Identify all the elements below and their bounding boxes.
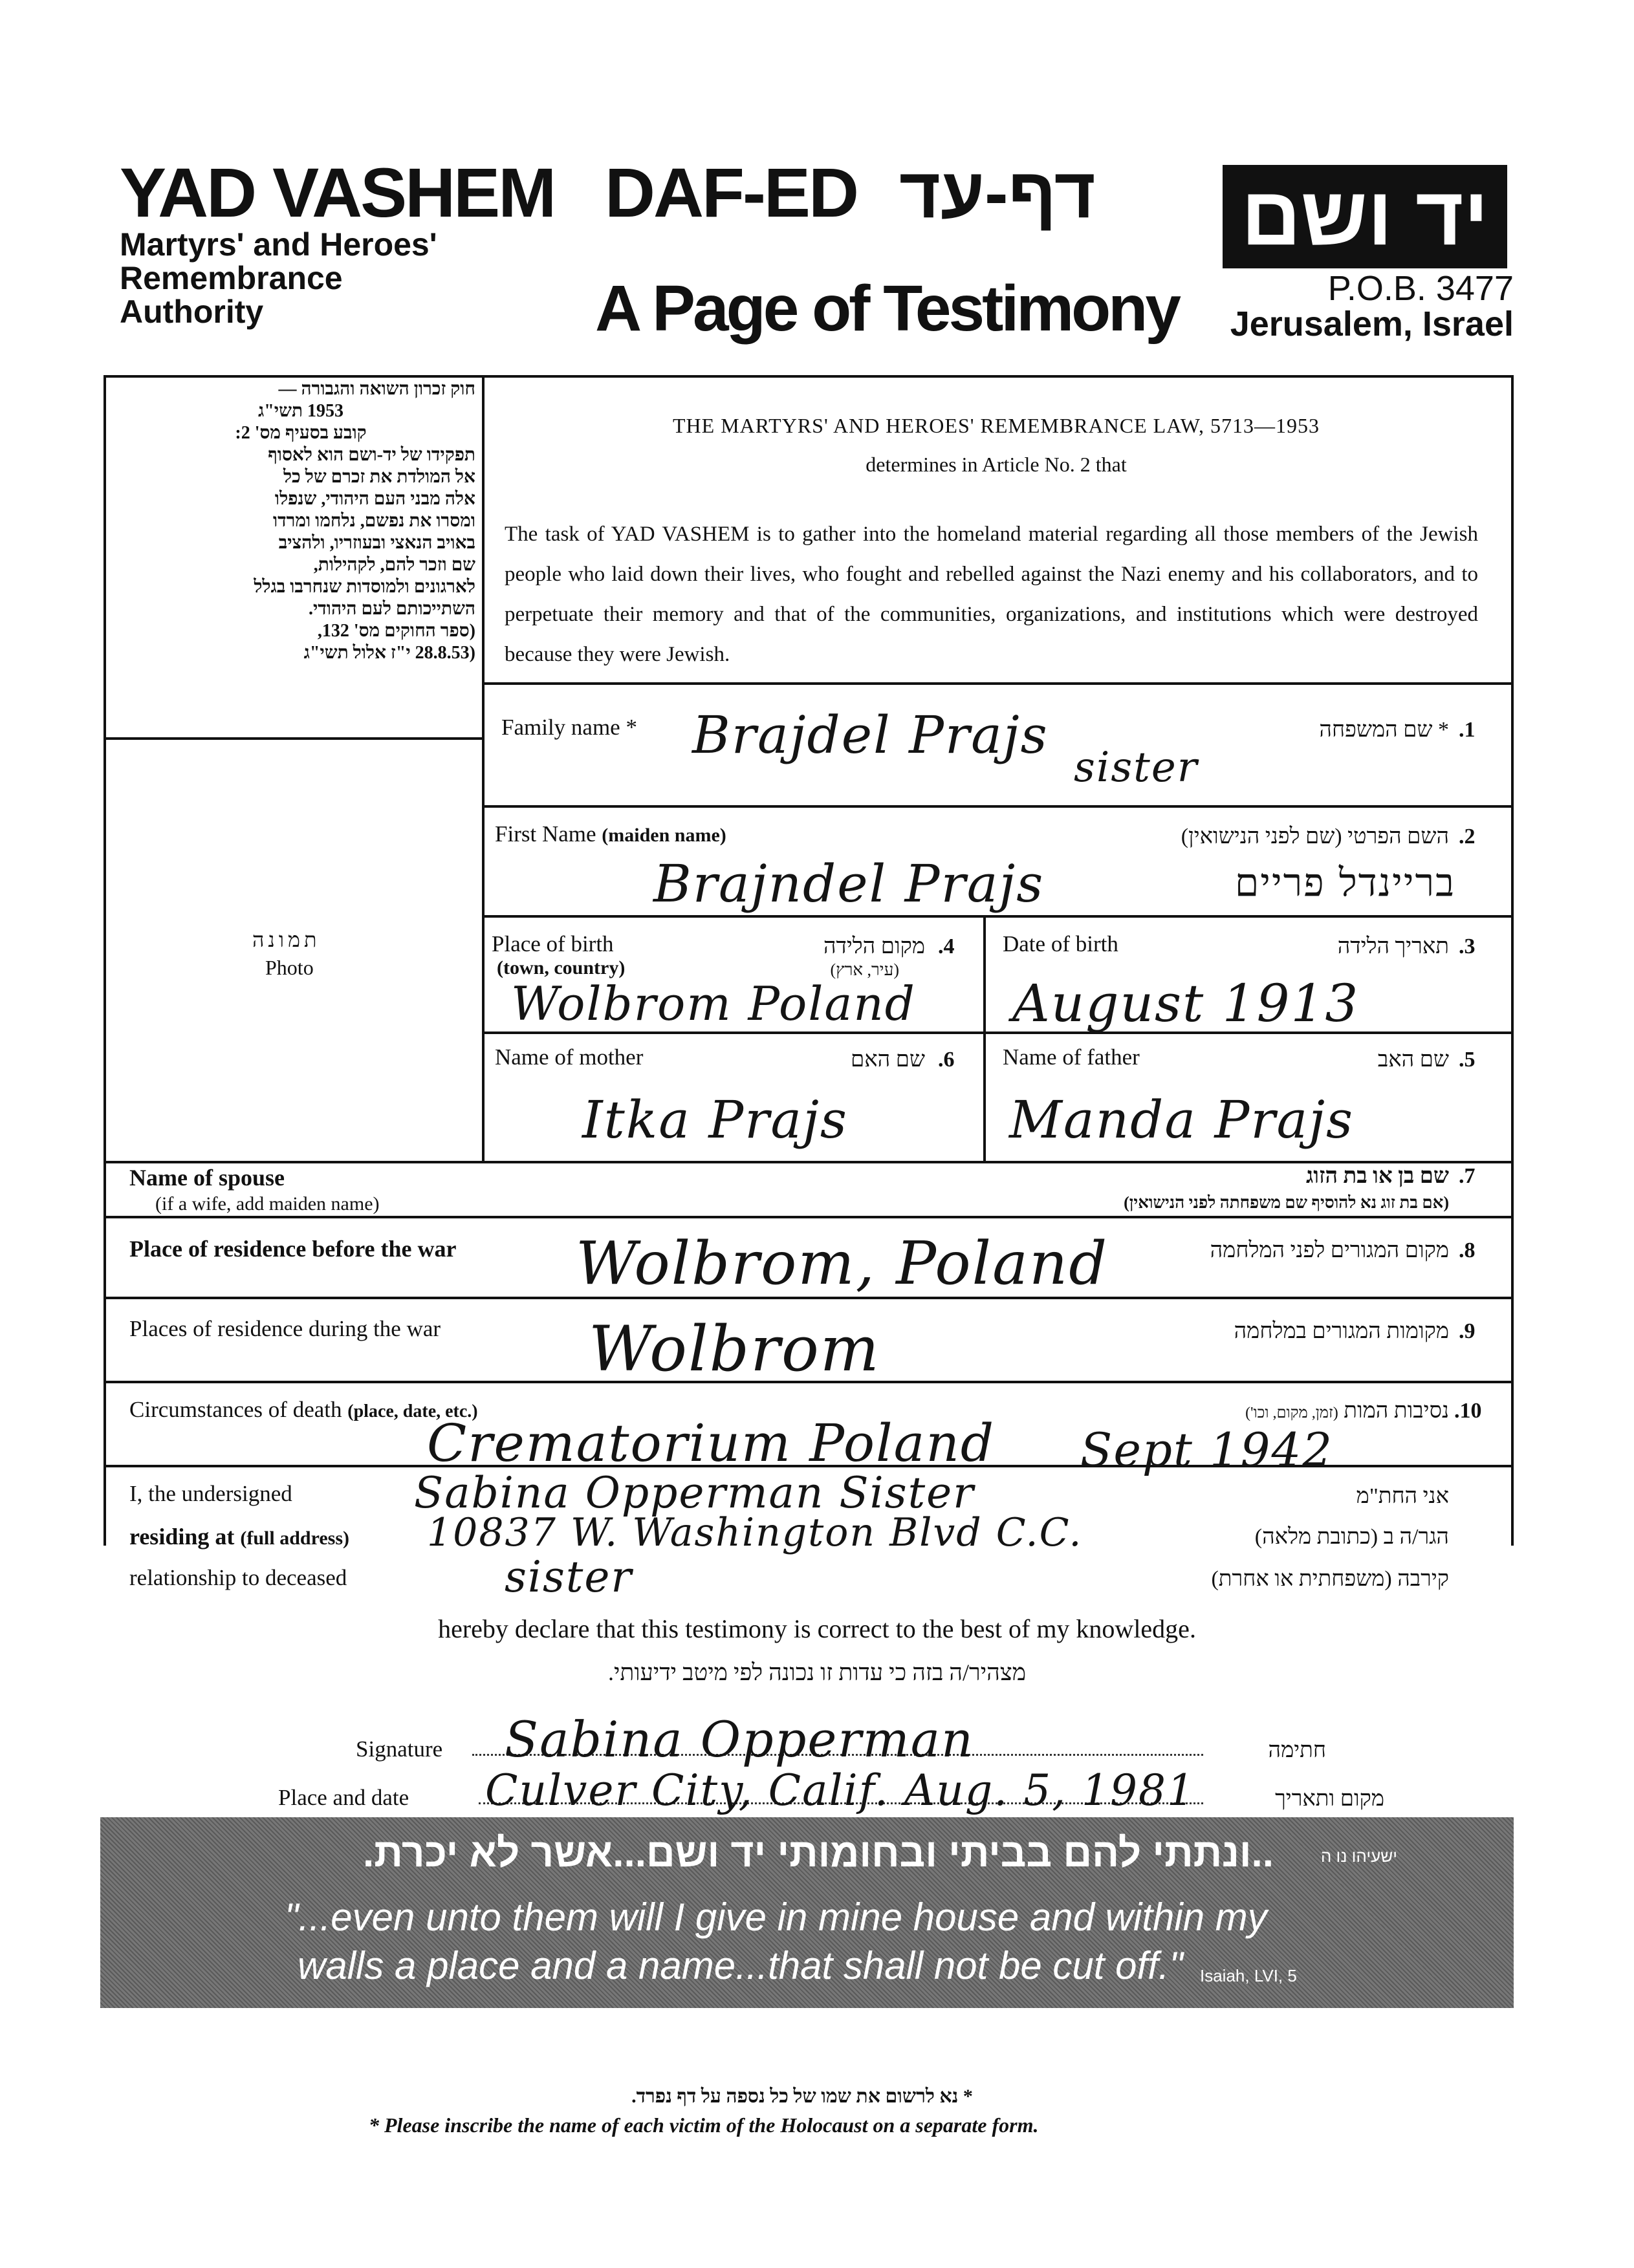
death-hebrew-text: נסיבות המות	[1344, 1399, 1449, 1423]
residence-before-hebrew: מקום המגורים לפני המלחמה	[1210, 1238, 1449, 1262]
law-hebrew-line: באויב הנאצי ובעוזריו, ולהציב	[278, 533, 475, 553]
mother-label: Name of mother	[495, 1044, 644, 1070]
signature-hebrew: חתימה	[1268, 1738, 1326, 1762]
row-line	[103, 1216, 1514, 1218]
banner-hebrew: ..ונתתי להם בביתי ובחומותי יד ושם...אשר לא יכרת.	[362, 1831, 1274, 1875]
first-name-hebrew-value[interactable]: בריינדל פריים	[1234, 860, 1455, 905]
declaration-hebrew: מצהיר/ה בזה כי עדות זו נכונה לפי מיטב ידיעותי.	[607, 1659, 1027, 1685]
relationship-hebrew: קירבה (משפחתית או אחרת)	[1211, 1567, 1449, 1591]
banner-english-line: walls a place and a name...that shall not be cut off."	[298, 1944, 1183, 1987]
mother-value[interactable]: Itka Prajs	[582, 1090, 848, 1150]
org-subtitle-line: Remembrance	[120, 260, 343, 296]
death-date-value[interactable]: Sept 1942	[1080, 1423, 1334, 1477]
place-of-birth-value[interactable]: Wolbrom Poland	[511, 977, 916, 1031]
field-number: .5	[1459, 1048, 1476, 1072]
field-number: .6	[938, 1048, 955, 1072]
law-hebrew-line: לארגונים ולמוסדות שנחרבו בגלל	[254, 577, 475, 597]
frame-top-line	[103, 375, 1514, 378]
address-label-note: (full address)	[240, 1528, 349, 1549]
law-hebrew-line: תפקידו של יד-ושם הוא לאסוף	[268, 445, 475, 465]
relationship-label: relationship to deceased	[129, 1565, 347, 1590]
banner-hebrew-reference: ישעיהו נו ה	[1320, 1846, 1397, 1866]
field-number: .4	[938, 934, 955, 958]
place-of-birth-hebrew-note: (עיר, ארץ)	[830, 960, 899, 979]
law-hebrew-line: ומסרו את נפשם, נלחמו ומרדו	[273, 511, 475, 531]
footer-hebrew: * נא לרשום את שמו של כל נספה על דף נפרד.	[631, 2086, 973, 2107]
banner-english-line: "...even unto them will I give in mine house and within my	[285, 1895, 1267, 1939]
first-name-value[interactable]: Brajndel Prajs	[653, 854, 1045, 914]
org-subtitle-line: Martyrs' and Heroes'	[120, 226, 437, 263]
field-number: .10	[1454, 1399, 1482, 1423]
field-number: .9	[1459, 1319, 1476, 1343]
address-hebrew: הגר/ה ב (כתובת מלאה)	[1254, 1525, 1449, 1549]
yad-vashem-logo: יד ושם	[1223, 165, 1507, 268]
residence-during-label: Places of residence during the war	[129, 1316, 441, 1341]
signature-label: Signature	[356, 1736, 443, 1762]
father-label: Name of father	[1003, 1044, 1140, 1070]
mother-hebrew: שם האם	[851, 1048, 925, 1072]
family-name-hebrew: * שם המשפחה	[1319, 718, 1449, 742]
row-line	[103, 1161, 1514, 1163]
photo-label-hebrew: תמונה	[252, 928, 321, 951]
spouse-label-note: (if a wife, add maiden name)	[155, 1193, 380, 1215]
org-name: YAD VASHEM	[120, 153, 555, 232]
field-number: .1	[1459, 718, 1476, 742]
address-value[interactable]: 10837 W. Washington Blvd C.C.	[427, 1510, 1083, 1555]
law-hebrew-line: 1953 תשי"ג	[257, 401, 344, 421]
family-name-label: Family name *	[501, 715, 637, 740]
frame-left-line	[103, 375, 106, 1161]
law-hebrew-line: אלה מבני העם היהודי, שנפלו	[274, 489, 475, 509]
address-label-text: residing at	[129, 1524, 235, 1550]
family-name-value[interactable]: Brajdel Prajs	[692, 705, 1049, 765]
org-subtitle-line: Authority	[120, 294, 264, 330]
date-of-birth-hebrew: תאריך הלידה	[1337, 934, 1449, 958]
spouse-label: Name of spouse	[129, 1165, 285, 1191]
daf-ed-title: DAF-ED	[605, 153, 857, 232]
law-heading: THE MARTYRS' AND HEROES' REMEMBRANCE LAW, 5713—1953	[672, 414, 1320, 437]
signature-value[interactable]: Sabina Opperman	[505, 1711, 974, 1768]
undersigned-value[interactable]: Sabina Opperman Sister	[414, 1468, 975, 1518]
law-box-bottom	[482, 682, 1514, 685]
footer-english: * Please inscribe the name of each victim of the Holocaust on a separate form.	[369, 2113, 1039, 2137]
field-number: .3	[1459, 934, 1476, 958]
place-of-birth-label: Place of birth	[492, 931, 614, 956]
place-date-value[interactable]: Culver City, Calif. Aug. 5, 1981	[485, 1766, 1195, 1815]
father-value[interactable]: Manda Prajs	[1009, 1090, 1355, 1150]
declaration-text: hereby declare that this testimony is correct to the best of my knowledge.	[438, 1614, 1196, 1643]
law-hebrew-line: שם וזכר להם, לקהילות,	[313, 555, 475, 575]
first-name-label-text: First Name	[495, 821, 596, 847]
address-label	[129, 1523, 349, 1550]
row-line	[482, 915, 1514, 918]
undersigned-label: I, the undersigned	[129, 1481, 292, 1506]
photo-label: Photo	[265, 956, 314, 979]
city: Jerusalem, Israel	[1230, 305, 1514, 343]
frame-right-line	[1511, 375, 1514, 1546]
spouse-value[interactable]	[530, 1174, 724, 1213]
place-of-birth-hebrew: מקום הלידה	[823, 934, 925, 958]
document-title: A Page of Testimony	[595, 272, 1179, 345]
law-body: The task of YAD VASHEM is to gather into the homeland material regarding all those members of the Jewish people who laid down their lives, who fought and rebelled against the Nazi enemy and his collaborators, and to perpetuate their memory and that of the communities, organizations, and institutions which were destroyed because they were Jewish.	[505, 523, 1478, 666]
spouse-hebrew: שם בן או בת הזוג	[1306, 1164, 1449, 1188]
law-subheading: determines in Article No. 2 that	[866, 453, 1127, 476]
residence-before-label: Place of residence before the war	[129, 1236, 457, 1262]
family-name-note[interactable]: sister	[1074, 744, 1199, 792]
residence-during-hebrew: מקומות המגורים במלחמה	[1234, 1319, 1449, 1343]
death-hebrew-note: (זמן, מקום, וכו')	[1245, 1405, 1338, 1421]
law-hebrew-line: חוק זכרון השואה והגבורה —	[278, 379, 475, 399]
left-column-line	[482, 375, 485, 1161]
mid-column-line	[983, 915, 986, 1161]
first-name-label-note: (maiden name)	[602, 825, 726, 846]
relationship-value[interactable]: sister	[505, 1552, 633, 1602]
death-hebrew	[1080, 1399, 1449, 1423]
residence-before-value[interactable]: Wolbrom, Poland	[576, 1229, 1109, 1298]
frame-left-lower	[103, 1161, 106, 1546]
death-label-text: Circumstances of death	[129, 1397, 342, 1422]
first-name-hebrew: השם הפרטי (שם לפני הנישואין)	[1181, 825, 1449, 848]
death-label-note: (place, date, etc.)	[347, 1401, 478, 1421]
place-date-label: Place and date	[278, 1785, 409, 1810]
law-hebrew-line: (ספר החוקים מס' 132,	[317, 621, 475, 641]
spouse-hebrew-note: (אם בת זוג נא להוסיף שם משפחתה לפני הנישואין)	[1124, 1193, 1449, 1212]
field-number: .2	[1459, 825, 1476, 848]
law-hebrew-line: אל המולדת את זכרם של כל	[283, 467, 475, 487]
father-hebrew: שם האב	[1377, 1048, 1449, 1072]
first-name-label	[495, 821, 726, 847]
undersigned-hebrew: אני החת"מ	[1356, 1484, 1449, 1508]
place-date-hebrew: מקום ותאריך	[1275, 1787, 1384, 1811]
death-value[interactable]: Crematorium Poland	[427, 1413, 996, 1473]
death-label	[129, 1397, 478, 1423]
po-box: P.O.B. 3477	[1327, 269, 1514, 308]
org-subtitle	[120, 228, 437, 329]
law-hebrew-underline	[103, 737, 484, 740]
law-hebrew-line: השתייכותם לעם היהודי.	[308, 599, 475, 619]
date-of-birth-label: Date of birth	[1003, 931, 1118, 956]
residence-during-value[interactable]: Wolbrom	[589, 1313, 880, 1385]
banner-english-reference: Isaiah, LVI, 5	[1200, 1966, 1297, 1985]
place-of-birth-note: (town, country)	[497, 957, 626, 978]
law-hebrew-text	[126, 378, 475, 664]
date-of-birth-value[interactable]: August 1913	[1012, 973, 1360, 1033]
law-hebrew-line: קובע בסעיף מס' 2:	[235, 423, 367, 443]
field-number: .8	[1459, 1238, 1476, 1262]
hebrew-title: דף-עד	[899, 153, 1096, 233]
row-line	[482, 805, 1514, 808]
law-hebrew-line: (28.8.53 י"ז אלול תשי"ג	[303, 643, 475, 663]
field-number: .7	[1459, 1164, 1476, 1188]
